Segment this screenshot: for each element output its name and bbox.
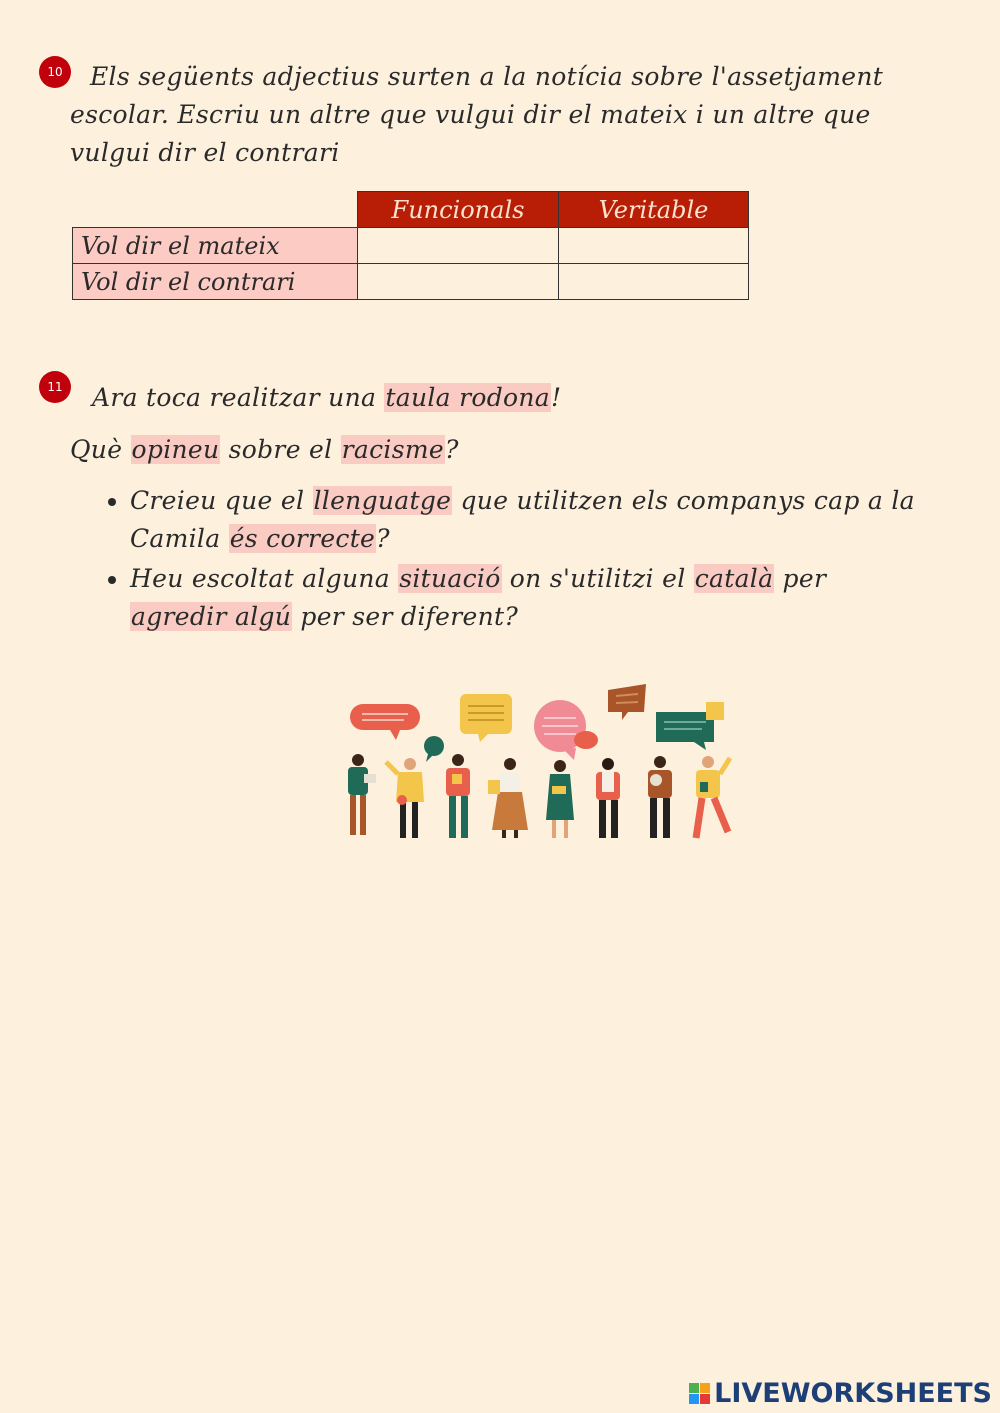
list-item bbox=[130, 560, 920, 636]
speech-bubble-icon bbox=[574, 731, 598, 749]
table-corner bbox=[73, 192, 358, 228]
question-11-prompt bbox=[70, 430, 459, 470]
highlight-opineu: opineu bbox=[131, 435, 220, 464]
person-icon bbox=[386, 758, 424, 838]
speech-bubble-icon bbox=[656, 702, 724, 750]
row-label-opposite: Vol dir el contrari bbox=[73, 264, 358, 300]
question-number-badge bbox=[39, 56, 71, 88]
person-icon bbox=[488, 758, 528, 838]
answer-cell-same-veritable[interactable] bbox=[559, 228, 749, 264]
bullet-text: per bbox=[774, 564, 827, 593]
person-icon bbox=[596, 758, 620, 838]
person-icon bbox=[348, 754, 376, 835]
question-number-badge bbox=[39, 371, 71, 403]
highlight-situacio: situació bbox=[399, 564, 501, 593]
list-item bbox=[130, 482, 920, 558]
question-10-line: escolar. Escriu un altre que vulgui dir el mateix i un altre que bbox=[70, 100, 871, 129]
speech-bubble-icon bbox=[608, 684, 646, 720]
discussion-questions-list bbox=[100, 482, 920, 638]
prompt-text: sobre el bbox=[220, 435, 341, 464]
logo-grid-icon bbox=[689, 1383, 710, 1404]
prompt-text: Què bbox=[70, 435, 131, 464]
intro-text: Ara toca realitzar una bbox=[92, 383, 385, 412]
person-icon bbox=[696, 756, 730, 838]
highlight-llenguatge: llenguatge bbox=[313, 486, 452, 515]
highlight-es-correcte: és correcte bbox=[229, 524, 376, 553]
highlight-racisme: racisme bbox=[341, 435, 444, 464]
question-number: 11 bbox=[47, 380, 63, 394]
speech-bubble-icon bbox=[350, 704, 420, 740]
adjectives-table bbox=[72, 191, 749, 300]
liveworksheets-logo bbox=[689, 1377, 992, 1409]
brand-name: LIVEWORKSHEETS bbox=[714, 1377, 992, 1409]
bullet-text: Creieu que el bbox=[130, 486, 313, 515]
highlight-catala: català bbox=[694, 564, 774, 593]
column-header-veritable: Veritable bbox=[559, 192, 749, 228]
question-10-text bbox=[70, 58, 930, 172]
person-icon bbox=[546, 760, 574, 838]
prompt-text: ? bbox=[444, 435, 459, 464]
table-header-row bbox=[73, 192, 749, 228]
people-talking-illustration bbox=[338, 682, 738, 842]
person-icon bbox=[446, 754, 470, 838]
bullet-text: que utilitzen els companys cap a la Camila bbox=[130, 486, 915, 553]
table-row bbox=[73, 228, 749, 264]
bullet-text: per ser diferent? bbox=[292, 602, 519, 631]
speech-bubble-icon bbox=[460, 694, 512, 742]
question-number: 10 bbox=[47, 65, 63, 79]
answer-cell-opposite-veritable[interactable] bbox=[559, 264, 749, 300]
intro-end: ! bbox=[551, 383, 562, 412]
table-row bbox=[73, 264, 749, 300]
bullet-text: on s'utilitzi el bbox=[501, 564, 694, 593]
answer-cell-same-funcionals[interactable] bbox=[358, 228, 559, 264]
question-10-line: vulgui dir el contrari bbox=[70, 138, 340, 167]
bullet-text: Heu escoltat alguna bbox=[130, 564, 399, 593]
question-10-line: Els següents adjectius surten a la notícia sobre l'assetjament bbox=[90, 62, 884, 91]
column-header-funcionals: Funcionals bbox=[358, 192, 559, 228]
answer-cell-opposite-funcionals[interactable] bbox=[358, 264, 559, 300]
highlight-agredir-algu: agredir algú bbox=[131, 602, 292, 631]
question-11-intro bbox=[92, 378, 561, 418]
speech-bubble-icon bbox=[534, 700, 586, 760]
highlight-taula-rodona: taula rodona bbox=[385, 383, 550, 412]
speech-bubble-icon bbox=[424, 736, 444, 762]
row-label-same: Vol dir el mateix bbox=[73, 228, 358, 264]
bullet-text: ? bbox=[376, 524, 390, 553]
person-icon bbox=[648, 756, 672, 838]
